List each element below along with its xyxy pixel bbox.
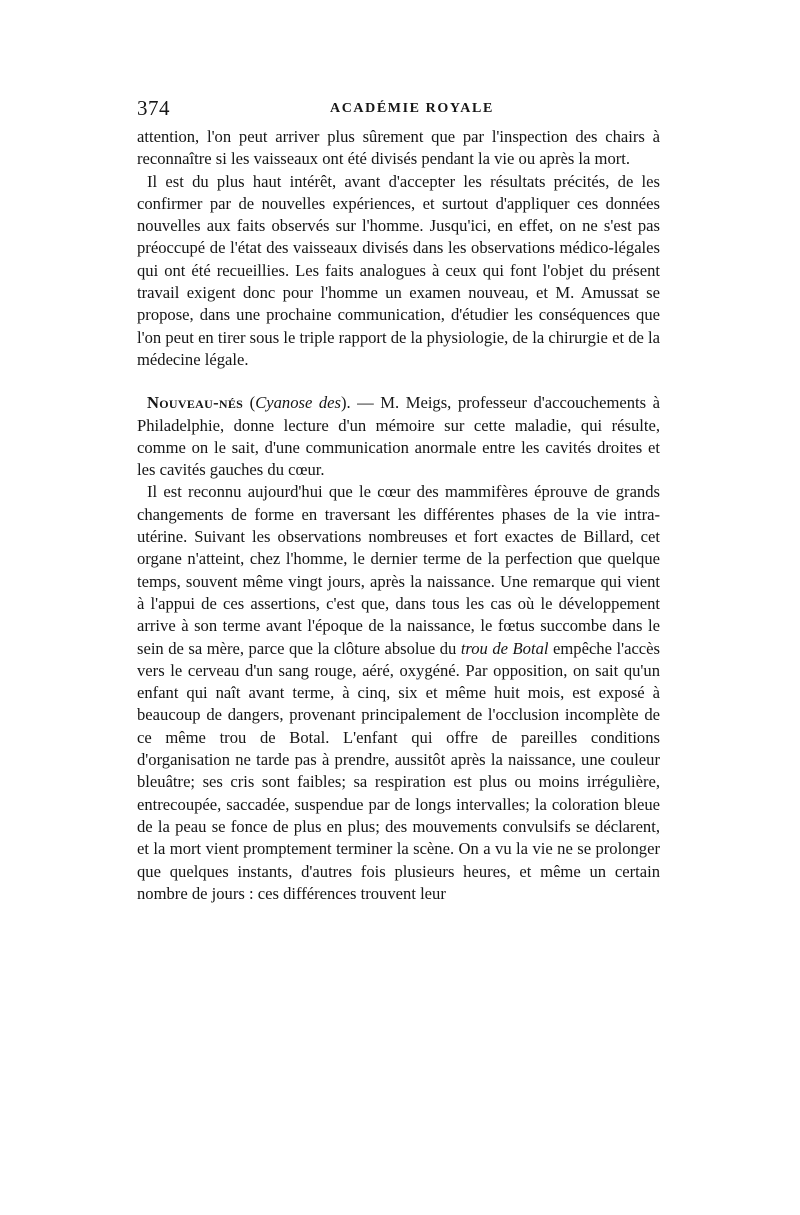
section-intro: M. Meigs, professeur d'accouchements à Philadelphie, donne lecture d'un mémoire sur cette maladie, qui résulte, comme on le sait, d'une communication anormale entre les cavités droites et les cavités gauches du cœur. <box>137 393 660 480</box>
section-spacer <box>137 371 660 392</box>
page-number: 374 <box>137 96 170 120</box>
running-title: ACADÉMIE ROYALE <box>330 101 494 116</box>
section-heading-paragraph <box>137 392 660 481</box>
paragraph-continued: attention, l'on peut arriver plus sûrement que par l'inspection des chairs à reconnaître si les vaisseaux ont été divisés pendant la vie ou après la mort. <box>137 127 660 169</box>
book-page <box>137 96 660 905</box>
paragraph-amussat: Il est du plus haut intérêt, avant d'accepter les résultats précités, de les confirmer par de nouvelles expériences, et surtout d'appliquer ces données nouvelles aux faits observés sur l'homme. Jusqu'ici, en effet, on ne s'est pas préoccupé de l'état des vaisseaux divisés dans les observations médico-légales qui ont été recueillies. Les faits analogues à ceux qui font l'objet du présent travail exigent donc pour l'homme un examen nouveau, et M. Amussat se propose, dans une prochaine communication, d'étudier les conséquences que l'on peut en tirer sous le triple rapport de la physiologie, de la chirurgie et de la médecine légale. <box>137 171 660 369</box>
body-text-before: Il est reconnu aujourd'hui que le cœur des mammifères éprouve de grands changements de forme en traversant les différentes phases de la vie intra-utérine. Suivant les observations nombreuses et fort exactes de Billard, cet organe n'atteint, chez l'homme, le dernier terme de la perfection que quelque temps, souvent même vingt jours, après la naissance. Une remarque qui vient à l'appui de ces assertions, c'est que, dans tous les cas où le développement arrive à son terme avant l'époque de la naissance, le fœtus succombe dans le sein de sa mère, parce que la clôture absolue du <box>137 482 660 658</box>
section-subtitle: Cyanose des <box>255 393 341 413</box>
section-title: Nouveau-nés <box>147 393 244 413</box>
paragraph-body <box>137 481 660 905</box>
body-text-after: empêche l'accès vers le cerveau d'un sang rouge, aéré, oxygéné. Par opposition, on sait qu'un enfant qui naît avant terme, à cinq, six et même huit mois, est exposé à beaucoup de dangers, provenant principalement de l'occlusion incomplète de ce même trou de Botal. L'enfant qui offre de pareilles conditions d'organisation ne tarde pas à prendre, aussitôt après la naissance, une couleur bleuâtre; ses cris sont faibles; sa respiration est plus ou moins irrégulière, entrecoupée, saccadée, suspendue par de longs intervalles; la coloration bleue de la peau se fonce de plus en plus; des mouvements convulsifs se déclarent, et la mort vient promptement terminer la scène. On a vu la vie ne se prolonger que quelques instants, d'autres fois plusieurs heures, et même un certain nombre de jours : ces différences trouvent leur <box>137 638 660 903</box>
body-italic-term: trou de Botal <box>460 638 549 658</box>
subtitle-open: ( <box>243 393 256 413</box>
page-header <box>137 96 660 126</box>
subtitle-close: ). — <box>340 393 381 413</box>
